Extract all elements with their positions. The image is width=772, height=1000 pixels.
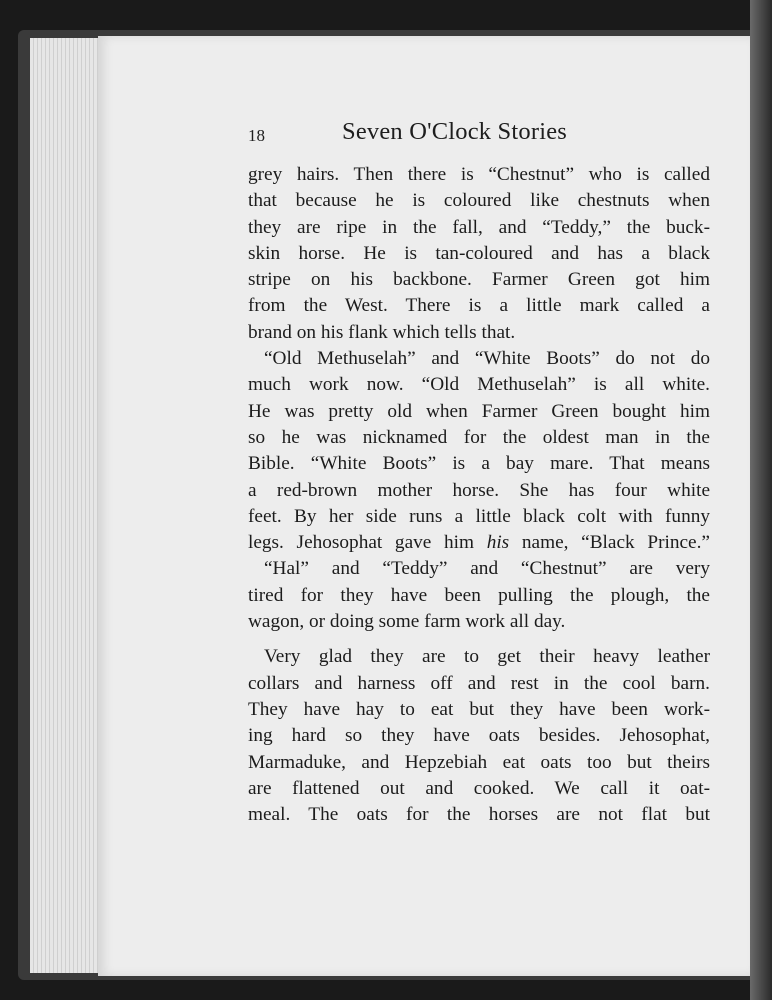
text-line: Bible. “White Boots” is a bay mare. That means [248,453,710,475]
text-line: ing hard so they have oats besides. Jehosophat, [248,725,710,747]
text-line: stripe on his backbone. Farmer Green got him [248,269,710,291]
text-line: Marmaduke, and Hepzebiah eat oats too but theirs [248,751,710,773]
italic-word: his [486,532,510,554]
running-title: Seven O'Clock Stories [342,118,568,145]
text-line: “Hal” and “Teddy” and “Chestnut” are very [264,558,710,580]
text-line: brand on his flank which tells that. [248,321,516,343]
text-line: much work now. “Old Methuselah” is all white. [248,374,710,396]
body-text [248,162,710,828]
text-line: skin horse. He is tan-coloured and has a black [248,242,710,264]
text-line: feet. By her side runs a little black colt with funny [248,505,710,527]
text-line: He was pretty old when Farmer Green bought him [248,400,710,422]
text-line: are flattened out and cooked. We call it oat- [248,777,710,799]
text-segment: name, “Black Prince.” [509,532,710,554]
text-line: that because he is coloured like chestnuts when [248,190,710,212]
text-line: Very glad they are to get their heavy leather [264,646,710,668]
text-line: collars and harness off and rest in the cool barn. [248,672,710,694]
page-number: 18 [248,126,265,145]
text-line: they are ripe in the fall, and “Teddy,” the buck- [248,216,710,238]
text-line: from the West. There is a little mark called a [248,295,710,317]
text-line: grey hairs. Then there is “Chestnut” who is called [248,164,710,185]
text-line: so he was nicknamed for the oldest man in the [248,426,710,448]
text-line: wagon, or doing some farm work all day. [248,611,566,633]
text-line: “Old Methuselah” and “White Boots” do not do [264,348,710,370]
page-header [248,118,710,150]
text-line: a red-brown mother horse. She has four white [248,479,710,501]
text-line: meal. The oats for the horses are not flat but [248,804,710,826]
text-segment: legs. Jehosophat gave him [248,532,487,554]
text-line: tired for they have been pulling the plough, the [248,584,710,606]
text-line [248,530,710,556]
book-spine [750,0,772,1000]
text-line: They have hay to eat but they have been work- [248,698,710,720]
